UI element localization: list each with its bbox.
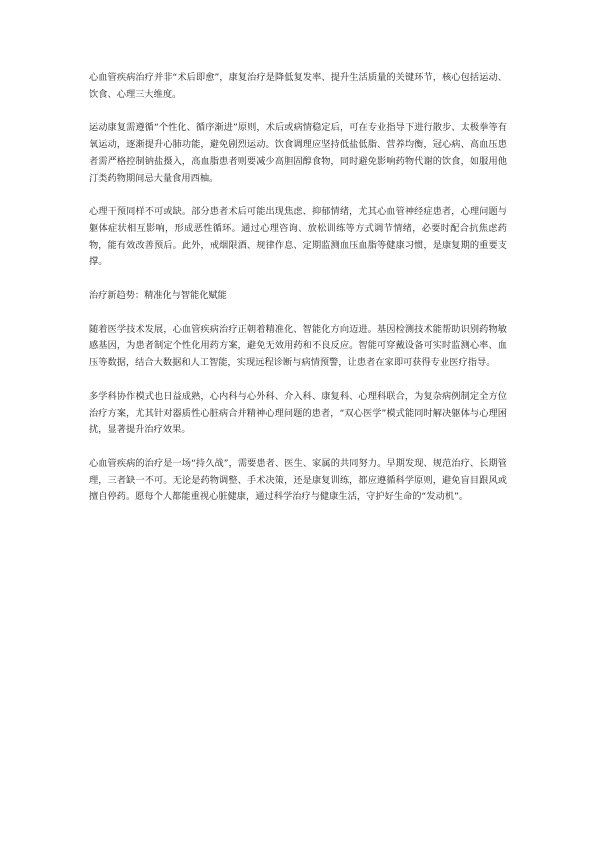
paragraph-exercise-diet: 运动康复需遵循“个性化、循序渐进”原则，术后或病情稳定后，可在专业指导下进行散步、太极拳等有氧运动，逐渐提升心肺功能，避免剧烈运动。饮食调理应坚持低盐低脂、营养均衡，冠心病、高血压患者需严格控制钠盐摄入，高血脂患者则要减少高胆固醇食物，同时避免影响药物代谢的饮食，如服用他汀类药物期间忌大量食用西柚。 [89,122,507,184]
paragraph-conclusion: 心血管疾病的治疗是一场“持久战”，需要患者、医生、家属的共同努力。早期发现、规范治疗、长期管理，三者缺一不可。无论是药物调整、手术决策，还是康复训练，都应遵循科学原则，避免盲目跟风或擅自停药。愿每个人都能重视心脏健康，通过科学治疗与健康生活，守护好生命的“发动机”。 [89,457,507,503]
document-page [89,70,507,523]
section-heading: 治疗新趋势：精准化与智能化赋能 [89,290,227,302]
paragraph-multidisciplinary: 多学科协作模式也日益成熟，心内科与心外科、介入科、康复科、心理科联合，为复杂病例制定全方位治疗方案，尤其针对器质性心脏病合并精神心理问题的患者，“双心医学”模式能同时解决躯体与心理困扰，显著提升治疗效果。 [89,390,507,436]
paragraph-psychology: 心理干预同样不可或缺。部分患者术后可能出现焦虑、抑郁情绪，尤其心血管神经症患者，心理问题与躯体症状相互影响，形成恶性循环。通过心理咨询、放松训练等方式调节情绪，必要时配合抗焦虑药物，能有效改善预后。此外，戒烟限酒、规律作息、定期监测血压血脂等健康习惯，是康复期的重要支撑。 [89,206,507,268]
paragraph-precision-medicine: 随着医学技术发展，心血管疾病治疗正朝着精准化、智能化方向迈进。基因检测技术能帮助识别药物敏感基因，为患者制定个性化用药方案，避免无效用药和不良反应。智能可穿戴设备可实时监测心率、血压等数据，结合大数据和人工智能，实现远程诊断与病情预警，让患者在家即可获得专业医疗指导。 [89,323,507,369]
paragraph-rehab-intro: 心血管疾病治疗并非“术后即愈”，康复治疗是降低复发率、提升生活质量的关键环节，核心包括运动、饮食、心理三大维度。 [89,72,507,100]
